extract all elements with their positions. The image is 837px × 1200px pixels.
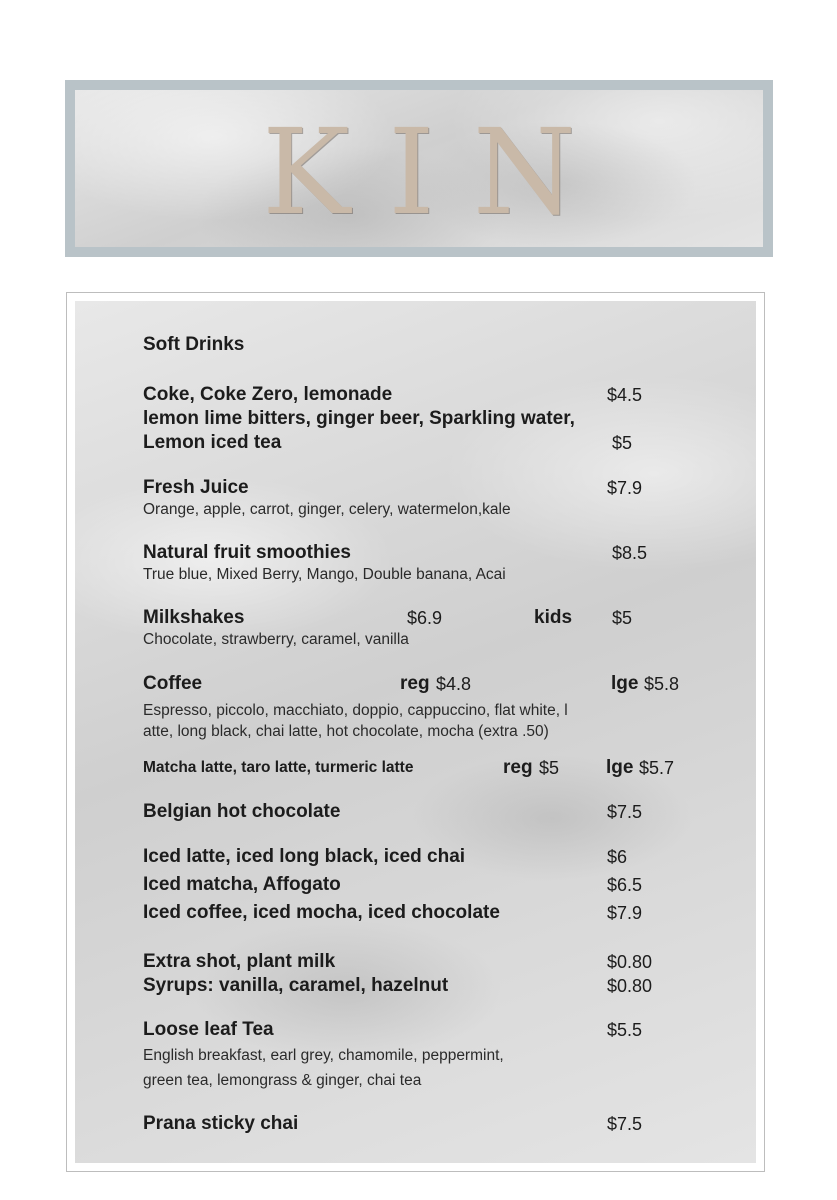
coffee-reg-price: $4.8 [436,674,472,694]
section-title: Soft Drinks [143,334,245,355]
matcha-reg-price: $5 [539,758,560,778]
menu-panel [66,292,765,1172]
extras-item-2: Syrups: vanilla, caramel, hazelnut [143,975,449,996]
tea-price: $5.5 [607,1020,643,1040]
fresh-juice-name: Fresh Juice [143,477,249,498]
extras-price-2: $0.80 [607,976,653,996]
matcha-lge-label: lge [606,757,634,778]
brand-logo: KIN [261,103,615,241]
soft-drinks-line-3: Lemon iced tea [143,432,282,453]
tea-name: Loose leaf Tea [143,1019,274,1040]
matcha-lge-price: $5.7 [639,758,675,778]
coffee-name: Coffee [143,673,203,694]
coffee-lge-label: lge [611,673,639,694]
fresh-juice-price: $7.9 [607,478,643,498]
extras-item-1: Extra shot, plant milk [143,951,336,972]
iced-drinks-price-3: $7.9 [607,903,643,923]
coffee-lge-price: $5.8 [644,674,680,694]
soft-drinks-price-2: $5 [612,433,633,453]
milkshakes-price: $6.9 [407,608,443,628]
smoothies-name: Natural fruit smoothies [143,542,351,563]
iced-drinks-item-2: Iced matcha, Affogato [143,874,341,895]
matcha-name: Matcha latte, taro latte, turmeric latte [143,759,414,776]
header-banner [65,80,773,257]
prana-chai-price: $7.5 [607,1114,643,1134]
matcha-reg-label: reg [503,757,533,778]
header-stone-background [75,90,763,247]
iced-drinks-price-2: $6.5 [607,875,643,895]
soft-drinks-price-1: $4.5 [607,385,643,405]
extras-price-1: $0.80 [607,952,653,972]
belgian-chocolate-price: $7.5 [607,802,643,822]
soft-drinks-line-2: lemon lime bitters, ginger beer, Sparkling water, [143,408,575,429]
iced-drinks-item-1: Iced latte, iced long black, iced chai [143,846,466,867]
coffee-description-line-2: atte, long black, chai latte, hot chocolate, mocha (extra .50) [143,723,549,740]
iced-drinks-item-3: Iced coffee, iced mocha, iced chocolate [143,902,500,923]
soft-drinks-line-1: Coke, Coke Zero, lemonade [143,384,393,405]
prana-chai-name: Prana sticky chai [143,1113,299,1134]
coffee-description-line-1: Espresso, piccolo, macchiato, doppio, cappuccino, flat white, l [143,702,568,719]
smoothies-price: $8.5 [612,543,648,563]
coffee-reg-label: reg [400,673,430,694]
belgian-chocolate-name: Belgian hot chocolate [143,801,341,822]
milkshakes-name: Milkshakes [143,607,245,628]
fresh-juice-description: Orange, apple, carrot, ginger, celery, watermelon,kale [143,501,511,518]
tea-description-line-2: green tea, lemongrass & ginger, chai tea [143,1072,422,1089]
smoothies-description: True blue, Mixed Berry, Mango, Double banana, Acai [143,566,506,583]
milkshakes-kids-price: $5 [612,608,633,628]
tea-description-line-1: English breakfast, earl grey, chamomile, peppermint, [143,1047,504,1064]
iced-drinks-price-1: $6 [607,847,628,867]
menu-stone-background [75,301,756,1163]
milkshakes-description: Chocolate, strawberry, caramel, vanilla [143,631,409,648]
milkshakes-kids-label: kids [534,607,573,628]
